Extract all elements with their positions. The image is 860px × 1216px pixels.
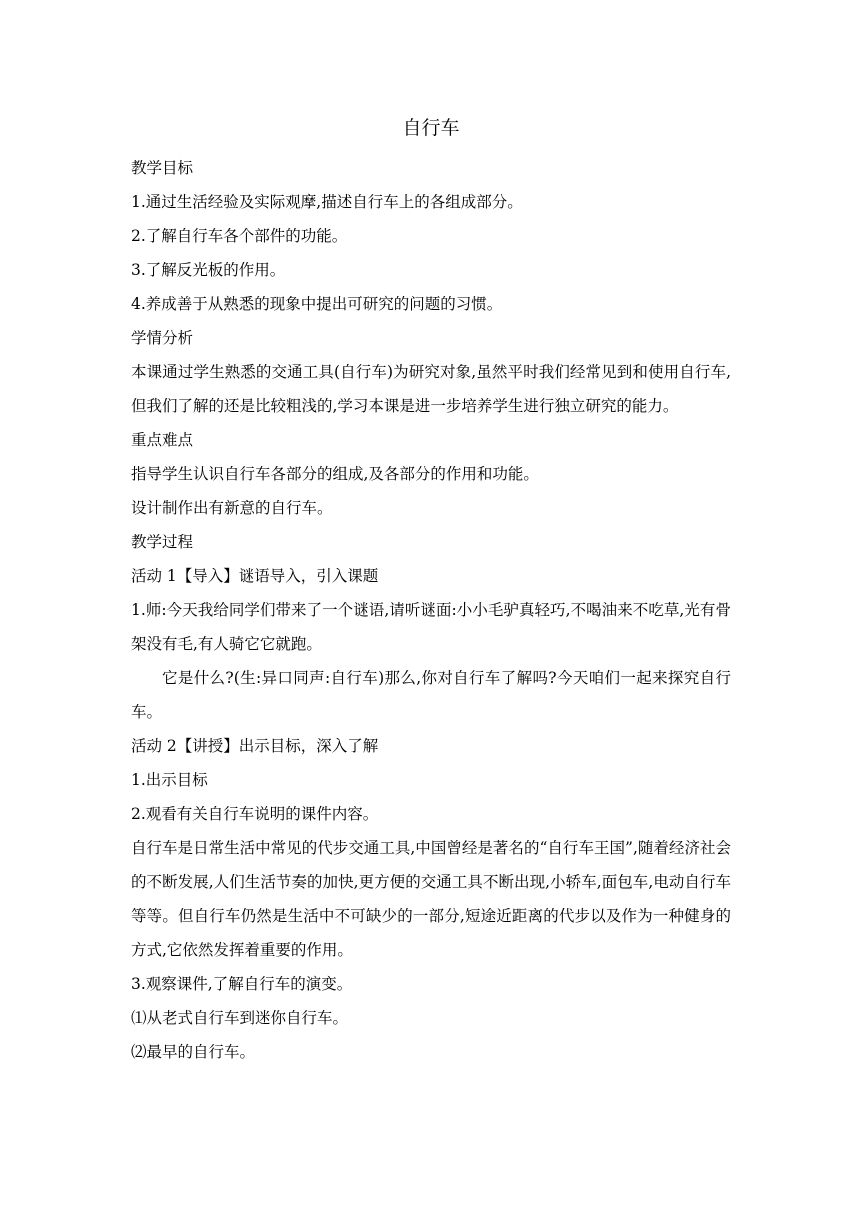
section-heading-process: 教学过程 xyxy=(131,533,194,551)
document-title: 自行车 xyxy=(402,117,460,139)
activity-2-step-1: 1.出示目标 xyxy=(131,771,208,789)
document-body xyxy=(131,111,731,1069)
section-heading-analysis: 学情分析 xyxy=(131,329,194,347)
section-heading-key-points: 重点难点 xyxy=(131,431,194,449)
objective-item-3: 3.了解反光板的作用。 xyxy=(131,261,286,279)
analysis-paragraph: 本课通过学生熟悉的交通工具(自行车)为研究对象,虽然平时我们经常见到和使用自行车,但我们了解的还是比较粗浅的,学习本课是进一步培养学生进行独立研究的能力。 xyxy=(131,363,731,415)
activity-1-answer-paragraph: 它是什么?(生:异口同声:自行车)那么,你对自行车了解吗?今天咱们一起来探究自行车。 xyxy=(131,669,731,721)
sub-item-1: ⑴从老式自行车到迷你自行车。 xyxy=(131,1009,349,1027)
section-heading-objectives: 教学目标 xyxy=(131,159,194,177)
objective-item-1: 1.通过生活经验及实际观摩,描述自行车上的各组成部分。 xyxy=(131,193,523,211)
activity-2-heading: 活动 2【讲授】出示目标，深入了解 xyxy=(131,737,379,755)
sub-item-2: ⑵最早的自行车。 xyxy=(131,1043,256,1061)
activity-1-riddle-paragraph: 1.师:今天我给同学们带来了一个谜语,请听谜面:小小毛驴真轻巧,不喝油来不吃草,光有骨架没有毛,有人骑它它就跑。 xyxy=(131,601,731,653)
activity-1-heading: 活动 1【导入】谜语导入，引入课题 xyxy=(131,567,379,585)
activity-2-step-3: 3.观察课件,了解自行车的演变。 xyxy=(131,975,353,993)
key-point-2: 设计制作出有新意的自行车。 xyxy=(131,499,333,517)
bicycle-description-paragraph: 自行车是日常生活中常见的代步交通工具,中国曾经是著名的“自行车王国”,随着经济社会的不断发展,人们生活节奏的加快,更方便的交通工具不断出现,小轿车,面包车,电动自行车等等。但自行车仍然是生活中不可缺少的一部分,短途近距离的代步以及作为一种健身的方式,它依然发挥着重要的作用。 xyxy=(131,839,731,959)
activity-2-step-2: 2.观看有关自行车说明的课件内容。 xyxy=(131,805,379,823)
objective-item-4: 4.养成善于从熟悉的现象中提出可研究的问题的习惯。 xyxy=(131,295,503,313)
objective-item-2: 2.了解自行车各个部件的功能。 xyxy=(131,227,348,245)
key-point-1: 指导学生认识自行车各部分的组成,及各部分的作用和功能。 xyxy=(131,465,539,483)
